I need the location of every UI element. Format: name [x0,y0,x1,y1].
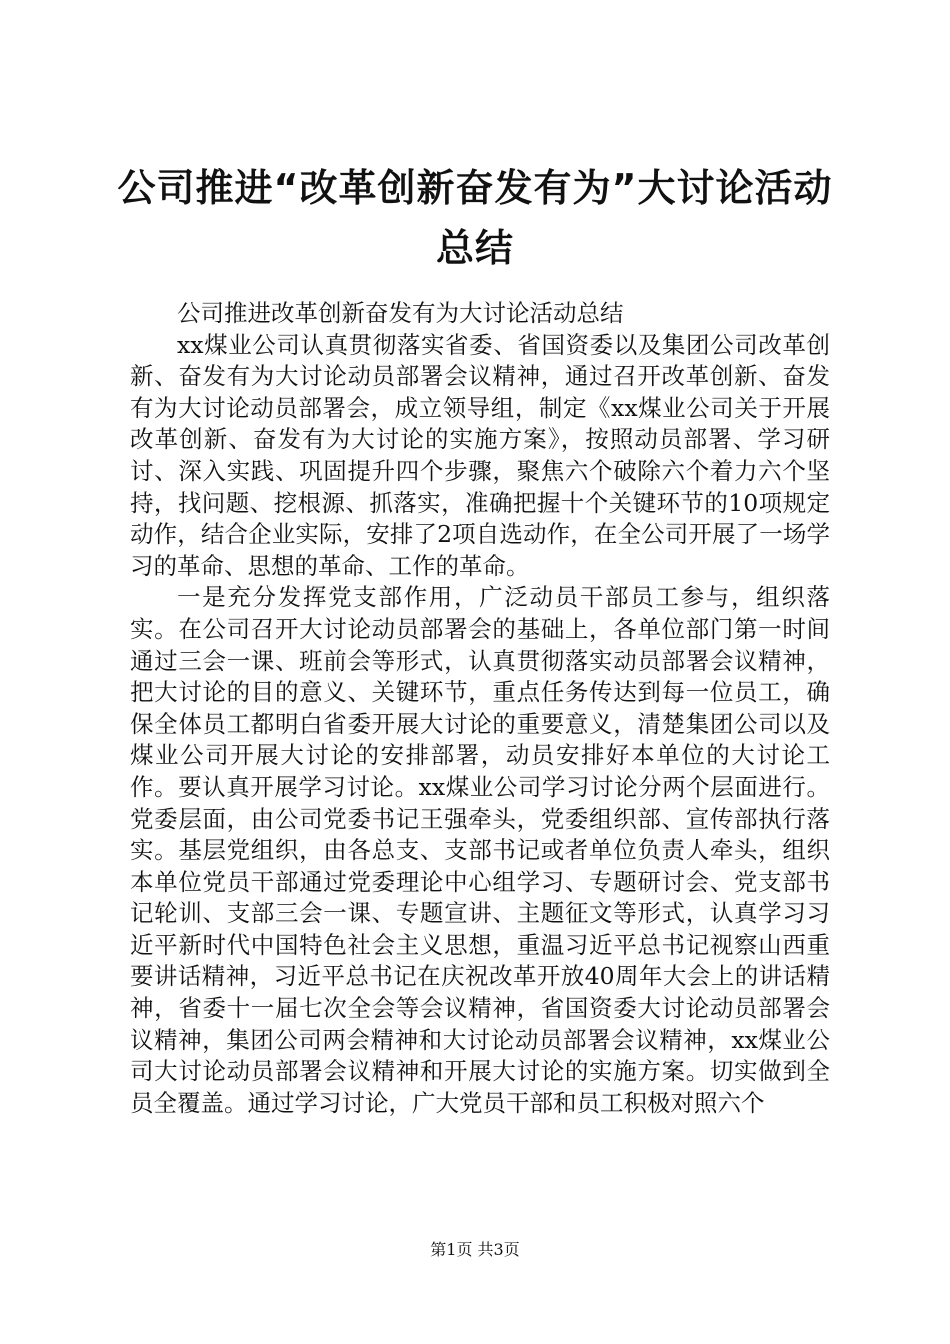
paragraph-point-one: 一是充分发挥党支部作用，广泛动员干部员工参与，组织落实。在公司召开大讨论动员部署会的基础上，各单位部门第一时间通过三会一课、班前会等形式，认真贯彻落实动员部署会议精神，把大讨论的目的意义、关键环节，重点任务传达到每一位员工，确保全体员工都明白省委开展大讨论的重要意义，清楚集团公司以及煤业公司开展大讨论的安排部署，动员安排好本单位的大讨论工作。要认真开展学习讨论。xx煤业公司学习讨论分两个层面进行。党委层面，由公司党委书记王强牵头，党委组织部、宣传部执行落实。基层党组织，由各总支、支部书记或者单位负责人牵头，组织本单位党员干部通过党委理论中心组学习、专题研讨会、党支部书记轮训、支部三会一课、专题宣讲、主题征文等形式，认真学习习近平新时代中国特色社会主义思想，重温习近平总书记视察山西重要讲话精神，习近平总书记在庆祝改革开放40周年大会上的讲话精神，省委十一届七次全会等会议精神，省国资委大讨论动员部署会议精神，集团公司两会精神和大讨论动员部署会议精神，xx煤业公司大讨论动员部署会议精神和开展大讨论的实施方案。切实做到全员全覆盖。通过学习讨论，广大党员干部和员工积极对照六个 [130,583,830,1117]
document-body [130,298,830,1119]
page-footer: 第1页 共3页 [430,1240,520,1259]
paragraph-subtitle: 公司推进改革创新奋发有为大讨论活动总结 [177,299,624,327]
document-title: 公司推进“改革创新奋发有为”大讨论活动总结 [117,166,833,270]
paragraph-intro: xx煤业公司认真贯彻落实省委、省国资委以及集团公司改革创新、奋发有为大讨论动员部署会议精神，通过召开改革创新、奋发有为大讨论动员部署会，成立领导组，制定《xx煤业公司关于开展改革创新、奋发有为大讨论的实施方案》，按照动员部署、学习研讨、深入实践、巩固提升四个步骤，聚焦六个破除六个着力六个坚持，找问题、挖根源、抓落实，准确把握十个关键环节的10项规定动作，结合企业实际，安排了2项自选动作，在全公司开展了一场学习的革命、思想的革命、工作的革命。 [130,330,830,580]
